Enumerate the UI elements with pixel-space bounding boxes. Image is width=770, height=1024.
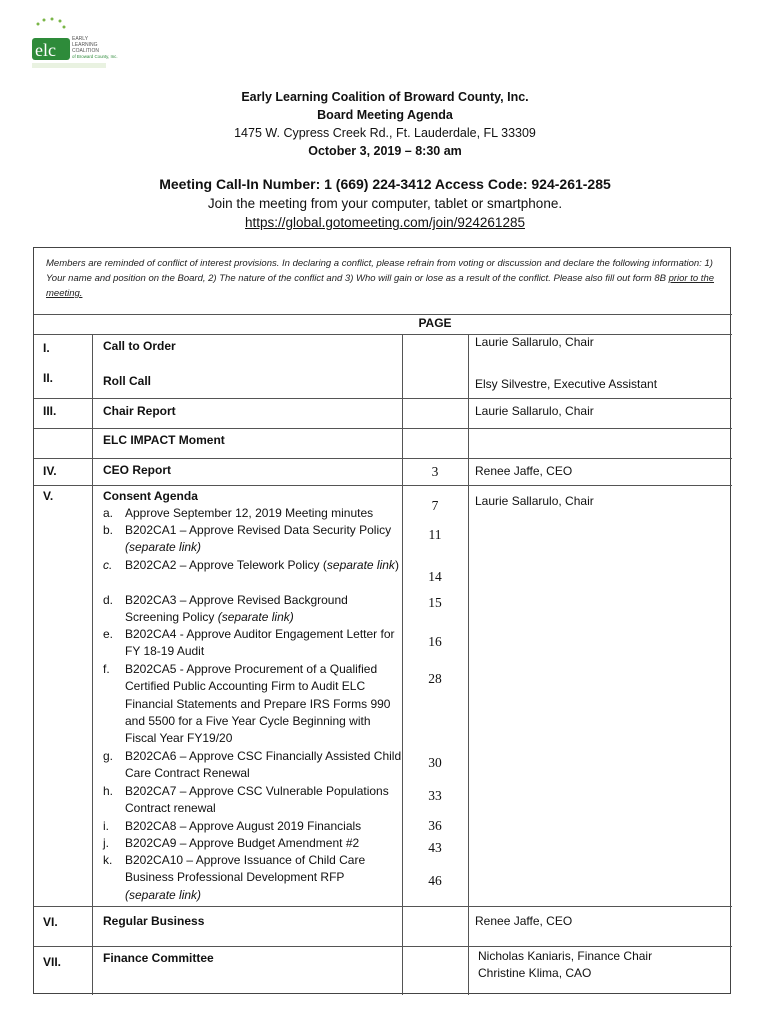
page-number: 14 xyxy=(428,569,442,584)
item-text-italic: separate link xyxy=(326,558,395,572)
item-letter: i. xyxy=(103,819,109,833)
presenter: Nicholas Kaniaris, Finance Chair xyxy=(478,949,653,963)
item-letter: j. xyxy=(103,836,109,850)
presenter: Laurie Sallarulo, Chair xyxy=(475,335,594,349)
item-title: Finance Committee xyxy=(103,951,214,965)
presenter: Laurie Sallarulo, Chair xyxy=(475,404,594,418)
row-num: VI. xyxy=(43,915,58,929)
row-num: I. xyxy=(43,341,50,355)
item-text xyxy=(125,522,405,557)
logo-line-2: LEARNING xyxy=(72,42,98,48)
page-number: 15 xyxy=(428,595,442,610)
item-text: B202CA8 – Approve August 2019 Financials xyxy=(125,819,362,833)
callin-number: Meeting Call-In Number: 1 (669) 224-3412 Access Code: 924-261-285 xyxy=(159,176,611,192)
item-text xyxy=(125,557,405,574)
item-text: Approve September 12, 2019 Meeting minutes xyxy=(125,506,374,520)
agenda-header xyxy=(0,88,770,160)
item-text-close: ) xyxy=(394,558,399,572)
address: 1475 W. Cypress Creek Rd., Ft. Lauderdale, FL 33309 xyxy=(234,126,536,140)
row-num: VII. xyxy=(43,955,62,969)
page-column-header: PAGE xyxy=(418,316,452,330)
item-title: Roll Call xyxy=(103,374,152,388)
logo-line-3: COALITION xyxy=(72,48,99,54)
meeting-link[interactable]: https://global.gotomeeting.com/join/924261285 xyxy=(245,215,525,230)
page-number: 3 xyxy=(431,464,439,479)
item-letter: c. xyxy=(103,558,113,572)
page-number: 16 xyxy=(428,634,442,649)
page-number: 7 xyxy=(431,498,439,513)
row-num: IV. xyxy=(43,464,57,478)
row-num: II. xyxy=(43,371,54,385)
item-letter: d. xyxy=(103,593,114,607)
item-text: B202CA9 – Approve Budget Amendment #2 xyxy=(125,836,360,850)
item-title: Consent Agenda xyxy=(103,489,198,503)
agenda-table xyxy=(33,247,731,994)
item-text: B202CA4 - Approve Auditor Engagement Letter for FY 18-19 Audit xyxy=(125,627,395,659)
agenda-title: Board Meeting Agenda xyxy=(317,108,453,122)
item-text-main: B202CA2 – Approve Telework Policy ( xyxy=(125,558,327,572)
item-letter: g. xyxy=(103,749,114,763)
page-number: 36 xyxy=(428,818,442,833)
item-text: B202CA6 – Approve CSC Financially Assisted Child Care Contract Renewal xyxy=(125,749,402,781)
item-title: Chair Report xyxy=(103,404,176,418)
page-number: 46 xyxy=(428,873,442,888)
item-text-main: B202CA1 – Approve Revised Data Security Policy xyxy=(125,523,392,537)
row-num: III. xyxy=(43,404,57,418)
logo-mark: elc xyxy=(35,40,56,60)
item-title: Call to Order xyxy=(103,339,176,353)
join-text: Join the meeting from your computer, tablet or smartphone. xyxy=(207,196,563,211)
item-text-italic: (separate link) xyxy=(125,540,202,555)
item-text: B202CA7 – Approve CSC Vulnerable Populations Contract renewal xyxy=(125,784,389,816)
item-letter: e. xyxy=(103,627,114,641)
presenter: Renee Jaffe, CEO xyxy=(475,464,573,478)
consent-items xyxy=(103,505,403,905)
item-letter: h. xyxy=(103,784,114,798)
presenter-2: Christine Klima, CAO xyxy=(478,966,592,980)
item-text-italic: (separate link) xyxy=(217,610,294,625)
row-num: V. xyxy=(43,489,54,503)
item-letter: f. xyxy=(103,662,110,676)
logo-line-4: of Broward County, Inc. xyxy=(72,54,118,59)
presenter: Renee Jaffe, CEO xyxy=(475,914,573,928)
page-number: 11 xyxy=(428,527,442,542)
item-text-main: B202CA10 – Approve Issuance of Child Care Business Professional Development RFP xyxy=(125,853,366,885)
org-name: Early Learning Coalition of Broward County, Inc. xyxy=(241,90,529,104)
callin-block xyxy=(0,174,770,232)
item-text xyxy=(125,592,405,627)
presenter: Elsy Silvestre, Executive Assistant xyxy=(475,377,658,391)
logo-line-1: EARLY xyxy=(72,36,89,42)
page-number: 28 xyxy=(428,671,442,686)
meeting-date: October 3, 2019 – 8:30 am xyxy=(308,144,462,158)
notice-underlined: prior to the meeting. xyxy=(46,273,715,299)
notice-text: Members are reminded of conflict of interest provisions. In declaring a conflict, please refrain from voting or discussion and declare the following information: 1) Your name and position on the Board, 2) The nature of the conflict and 3) Who will gain or lose as a result of the conflict. Please also fill out form 8B xyxy=(46,258,713,284)
page-number: 43 xyxy=(428,840,442,855)
item-letter: a. xyxy=(103,506,114,520)
elc-logo xyxy=(28,16,118,72)
page-number: 30 xyxy=(428,755,442,770)
item-text xyxy=(125,852,405,904)
item-title: CEO Report xyxy=(103,463,172,477)
item-text-italic: (separate link) xyxy=(125,887,202,902)
item-letter: b. xyxy=(103,523,114,537)
conflict-notice xyxy=(46,256,718,301)
item-text-main: B202CA3 – Approve Revised Background Screening Policy xyxy=(125,593,348,625)
presenter: Laurie Sallarulo, Chair xyxy=(475,494,594,508)
item-title: ELC IMPACT Moment xyxy=(103,433,225,447)
item-letter: k. xyxy=(103,853,113,867)
page-number: 33 xyxy=(428,788,442,803)
item-title: Regular Business xyxy=(103,914,205,928)
item-text: B202CA5 - Approve Procurement of a Qualified Certified Public Accounting Firm to Audit ELC Financial Statements and Prepare IRS Forms 990 and 5500 for a Five Year Cycle Beginning with Fiscal Year FY19/20 xyxy=(125,662,391,746)
